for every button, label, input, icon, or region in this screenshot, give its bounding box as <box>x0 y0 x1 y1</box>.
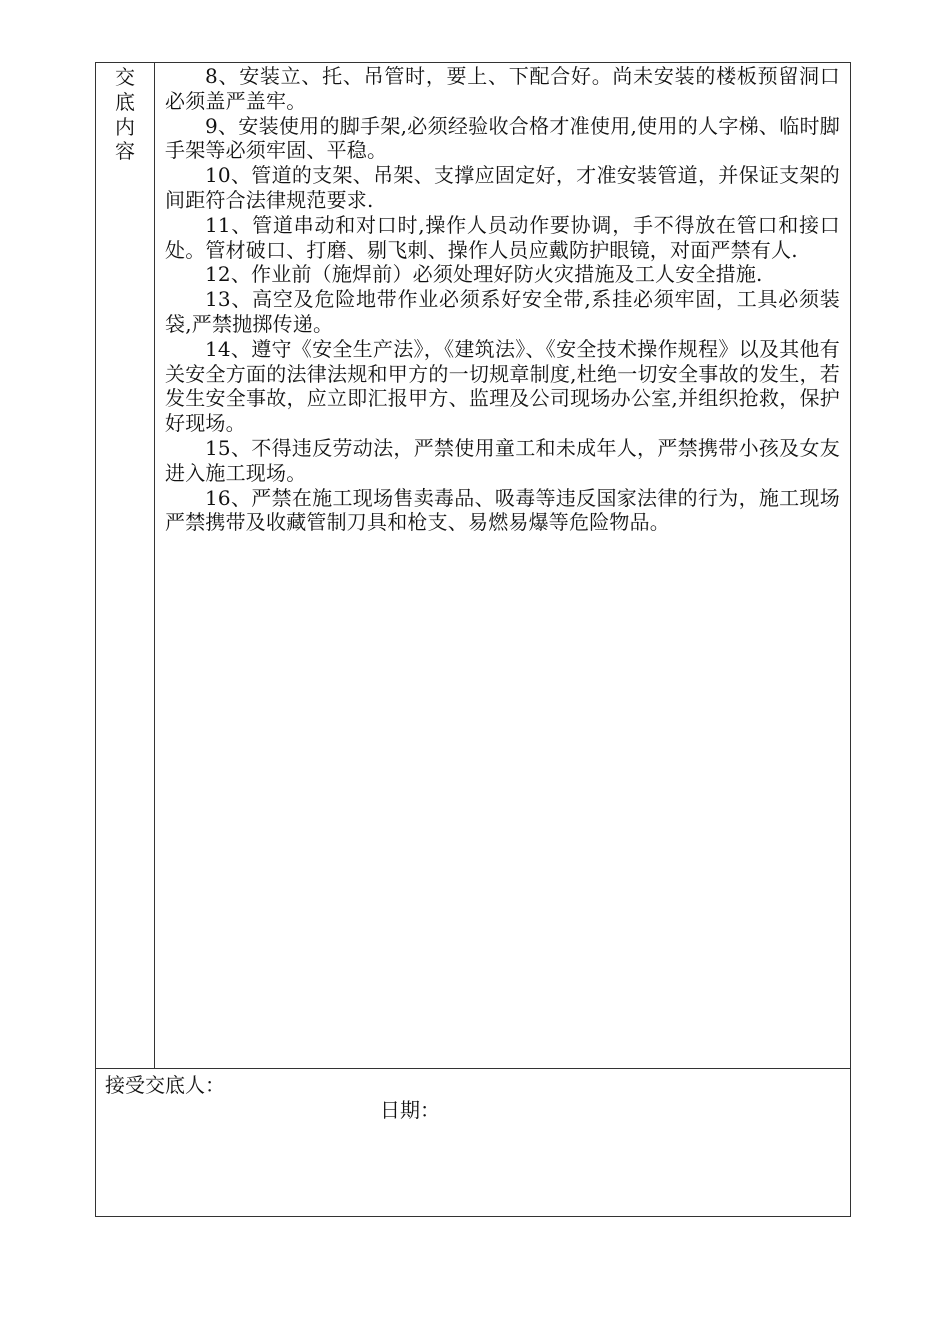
receiver-label: 接受交底人： <box>105 1073 225 1097</box>
row-divider <box>96 1068 850 1069</box>
clause-item: 13、高空及危险地带作业必须系好安全带,系挂必须牢固，工具必须装袋,严禁抛掷传递。 <box>165 287 840 336</box>
label-char: 底 <box>115 90 135 114</box>
clause-item: 9、安装使用的脚手架,必须经验收合格才准使用,使用的人字梯、临时脚手架等必须牢固、平稳。 <box>165 113 840 163</box>
date-label: 日期： <box>380 1098 440 1122</box>
disclosure-form-table <box>95 62 851 1217</box>
disclosure-content-label-cell <box>96 63 155 1068</box>
clause-item: 8、安装立、托、吊管时，要上、下配合好。尚未安装的楼板预留洞口必须盖严盖牢。 <box>165 64 840 113</box>
disclosure-content-cell <box>155 63 850 1068</box>
label-char: 容 <box>115 139 135 163</box>
label-char: 交 <box>115 65 135 89</box>
clause-item: 15、不得违反劳动法，严禁使用童工和未成年人，严禁携带小孩及女友进入施工现场。 <box>165 435 840 485</box>
clause-item: 11、管道串动和对口时,操作人员动作要协调，手不得放在管口和接口处。管材破口、打磨、剔飞刺、操作人员应戴防护眼镜，对面严禁有人. <box>165 212 840 262</box>
label-char: 内 <box>115 115 135 139</box>
clause-item: 10、管道的支架、吊架、支撑应固定好，才准安装管道，并保证支架的间距符合法律规范要求. <box>165 163 840 212</box>
clause-item: 12、作业前（施焊前）必须处理好防火灾措施及工人安全措施. <box>205 262 763 287</box>
clause-item: 16、严禁在施工现场售卖毒品、吸毒等违反国家法律的行为，施工现场严禁携带及收藏管制刀具和枪支、易燃易爆等危险物品。 <box>165 485 840 535</box>
clause-item: 14、遵守《安全生产法》，《建筑法》、《安全技术操作规程》以及其他有关安全方面的法律法规和甲方的一切规章制度,杜绝一切安全事故的发生，若发生安全事故，应立即汇报甲方、监理及公司现场办公室,并组织抢救，保护好现场。 <box>165 336 840 436</box>
